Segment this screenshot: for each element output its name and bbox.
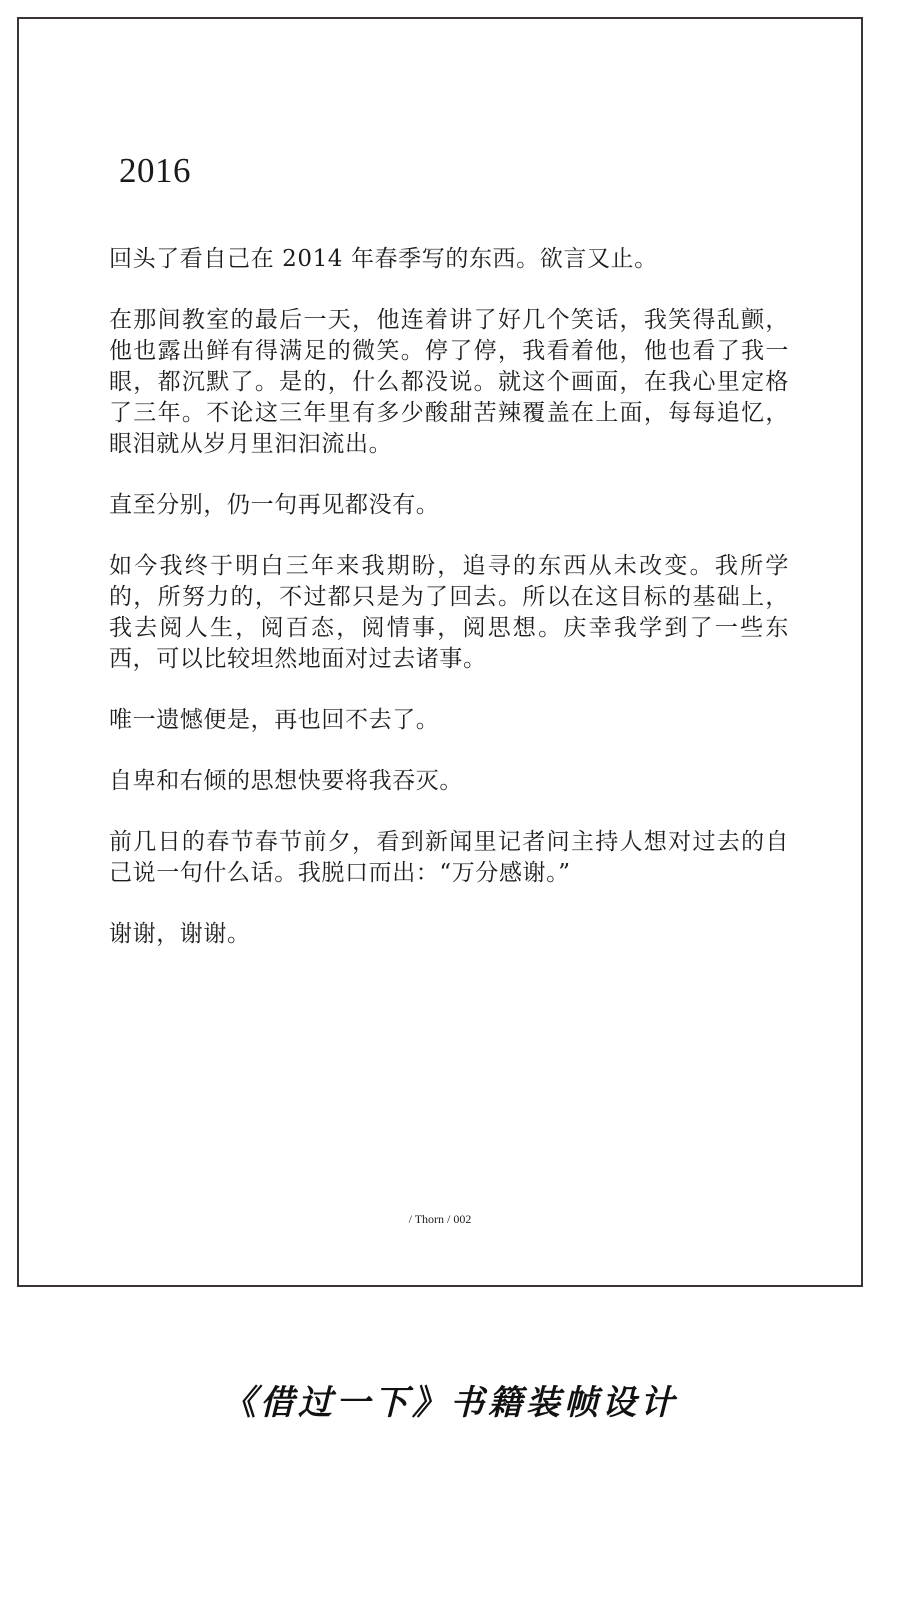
paragraph-4: 如今我终于明白三年来我期盼，追寻的东西从未改变。我所学的，所努力的，不过都只是为了回去。所以在这目标的基础上，我去阅人生，阅百态，阅情事，阅思想。庆幸我学到了一些东西，可以比较坦然地面对过去诸事。 (109, 553, 789, 672)
book-page (17, 17, 863, 1287)
book-title: 《借过一下》书籍装帧设计 (222, 1383, 678, 1423)
paragraph-7: 前几日的春节春节前夕，看到新闻里记者问主持人想对过去的自己说一句什么话。我脱口而出：“万分感谢。” (109, 829, 789, 886)
paragraph-6: 自卑和右倾的思想快要将我吞灭。 (109, 768, 463, 794)
year-heading: 2016 (119, 151, 191, 190)
paragraph-1: 回头了看自己在 2014 年春季写的东西。欲言又止。 (109, 246, 658, 272)
paragraph-5: 唯一遗憾便是，再也回不去了。 (109, 707, 440, 733)
page-footer: / Thorn / 002 (408, 1212, 472, 1226)
paragraph-8: 谢谢，谢谢。 (109, 921, 251, 947)
paragraph-3: 直至分别，仍一句再见都没有。 (109, 492, 440, 518)
paragraph-2: 在那间教室的最后一天，他连着讲了好几个笑话，我笑得乱颤，他也露出鲜有得满足的微笑。停了停，我看着他，他也看了我一眼，都沉默了。是的，什么都没说。就这个画面，在我心里定格了三年。不论这三年里有多少酸甜苦辣覆盖在上面，每每追忆，眼泪就从岁月里汩汩流出。 (109, 307, 789, 457)
article-body (109, 244, 789, 980)
